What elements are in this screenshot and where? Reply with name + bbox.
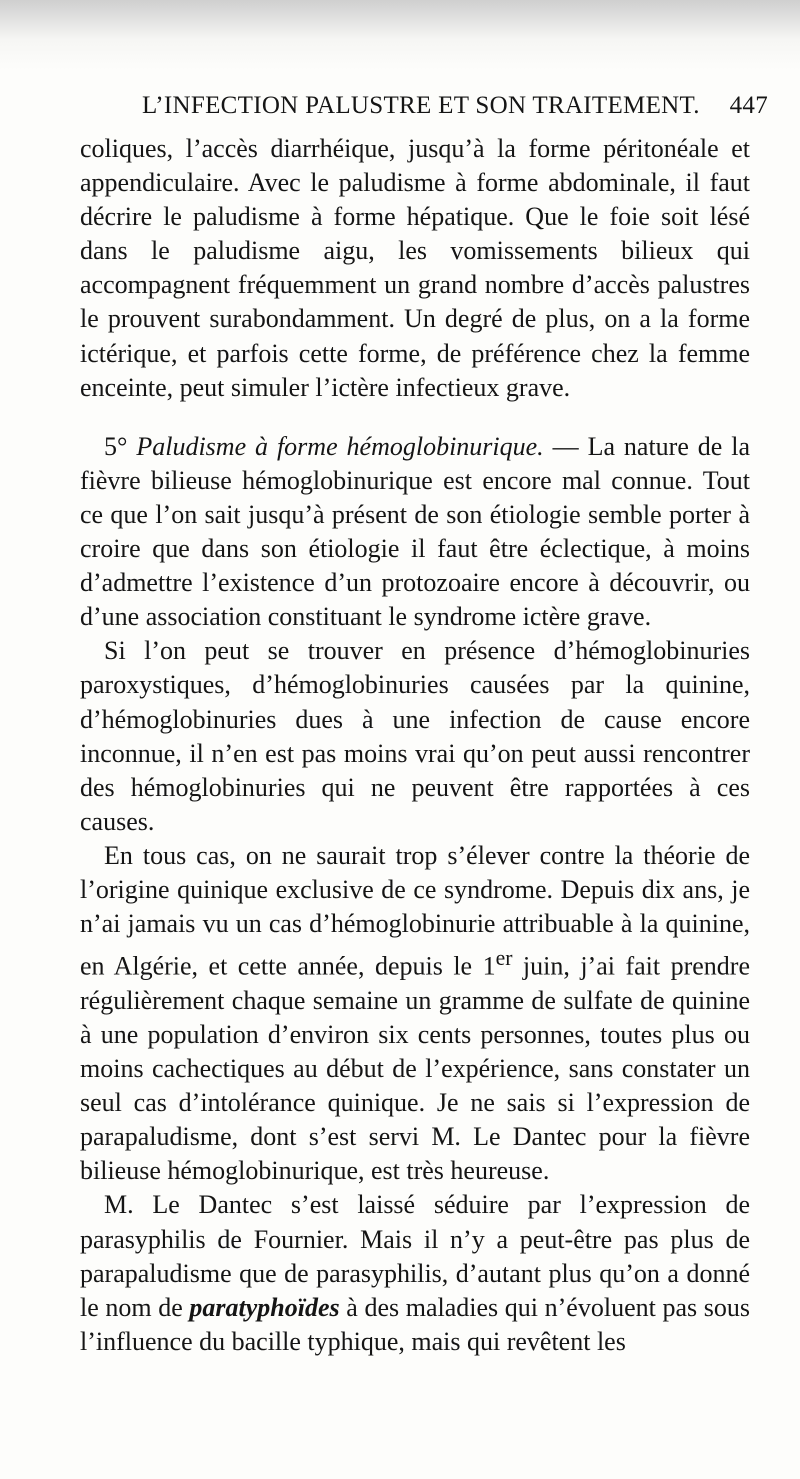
paragraph-text: M. Le Dantec s’est laissé séduire par l’expression de parasyphilis de Fournier. Mais il n’y a peut-être pas plus de parapaludisme que de parasyphilis, d’autant plus qu’on a donné le nom de — [80, 1190, 750, 1322]
paragraph-text: coliques, l’accès diarrhéique, jusqu’à la forme péritonéale et appendiculaire. Avec le paludisme à forme abdominale, il faut décrire le paludisme à forme hépatique. Que le foie soit lésé dans le paludisme aigu, les vomissements bilieux qui accompagnent fréquemment un grand nombre d’accès palustres le prouvent surabondamment. Un degré de plus, on a la forme ictérique, et parfois cette forme, de préférence chez la femme enceinte, peut simuler l’ictère infectieux grave. — [80, 134, 750, 402]
paragraph-text: Si l’on peut se trouver en présence d’hémoglobinuries paroxystiques, d’hémoglobinuries causées par la quinine, d’hémoglobinuries dues à une infection de cause encore inconnue, il n’en est pas moins vrai qu’on peut aussi rencontrer des hémoglobinuries qui ne peuvent être rapportées à ces causes. — [80, 636, 750, 836]
running-header — [80, 92, 768, 132]
paragraph-text: En tous cas, on ne saurait trop s’élever contre la théorie de l’origine quinique exclusive de ce syndrome. Depuis dix ans, je n’ai jamais vu un cas d’hémoglobinurie attribuable à la quinine, en Algérie, et cette année, depuis le 1 — [80, 840, 750, 981]
paragraph-text: La nature de la fièvre bilieuse hémoglobinurique est encore mal connue. Tout ce que l’on sait jusqu’à présent de son étiologie semble porter à croire que dans son étiologie il faut être éclectique, à moins d’admettre l’existence d’un protozoaire encore à découvrir, ou d’une association constituant le syndrome ictère grave. — [80, 431, 751, 632]
scan-top-edge — [0, 0, 800, 70]
paragraph — [80, 839, 750, 1189]
section-number: 5° — [104, 431, 128, 461]
section-heading: Paludisme à forme hémoglobinurique. — [136, 431, 544, 461]
paragraph — [80, 1188, 750, 1358]
paragraph-text: juin, j’ai fait prendre régulièrement chaque semaine un gramme de sulfate de quinine à une population d’environ six cents personnes, toutes plus ou moins cachectiques au début de l’expérience, sans constater un seul cas d’intolérance quinique. Je ne sais si l’expression de parapaludisme, dont s’est servi M. Le Dantec pour la fièvre bilieuse hémoglobinurique, est très heureuse. — [80, 951, 750, 1186]
paragraph-section-5 — [80, 430, 750, 635]
running-title: L’INFECTION PALUSTRE ET SON TRAITEMENT. — [142, 92, 700, 119]
paragraph — [80, 634, 750, 839]
body-text — [80, 132, 750, 1359]
heading-dash: — — [552, 431, 579, 461]
paragraph-text: à des maladies qui n’évoluent pas sous l’influence du bacille typhique, mais qui revêtent les — [80, 1292, 750, 1356]
ordinal-superscript: er — [495, 946, 513, 971]
page-number: 447 — [729, 92, 768, 119]
emphasized-term: paratyphoïdes — [189, 1292, 340, 1322]
paragraph-continuation — [80, 132, 750, 405]
